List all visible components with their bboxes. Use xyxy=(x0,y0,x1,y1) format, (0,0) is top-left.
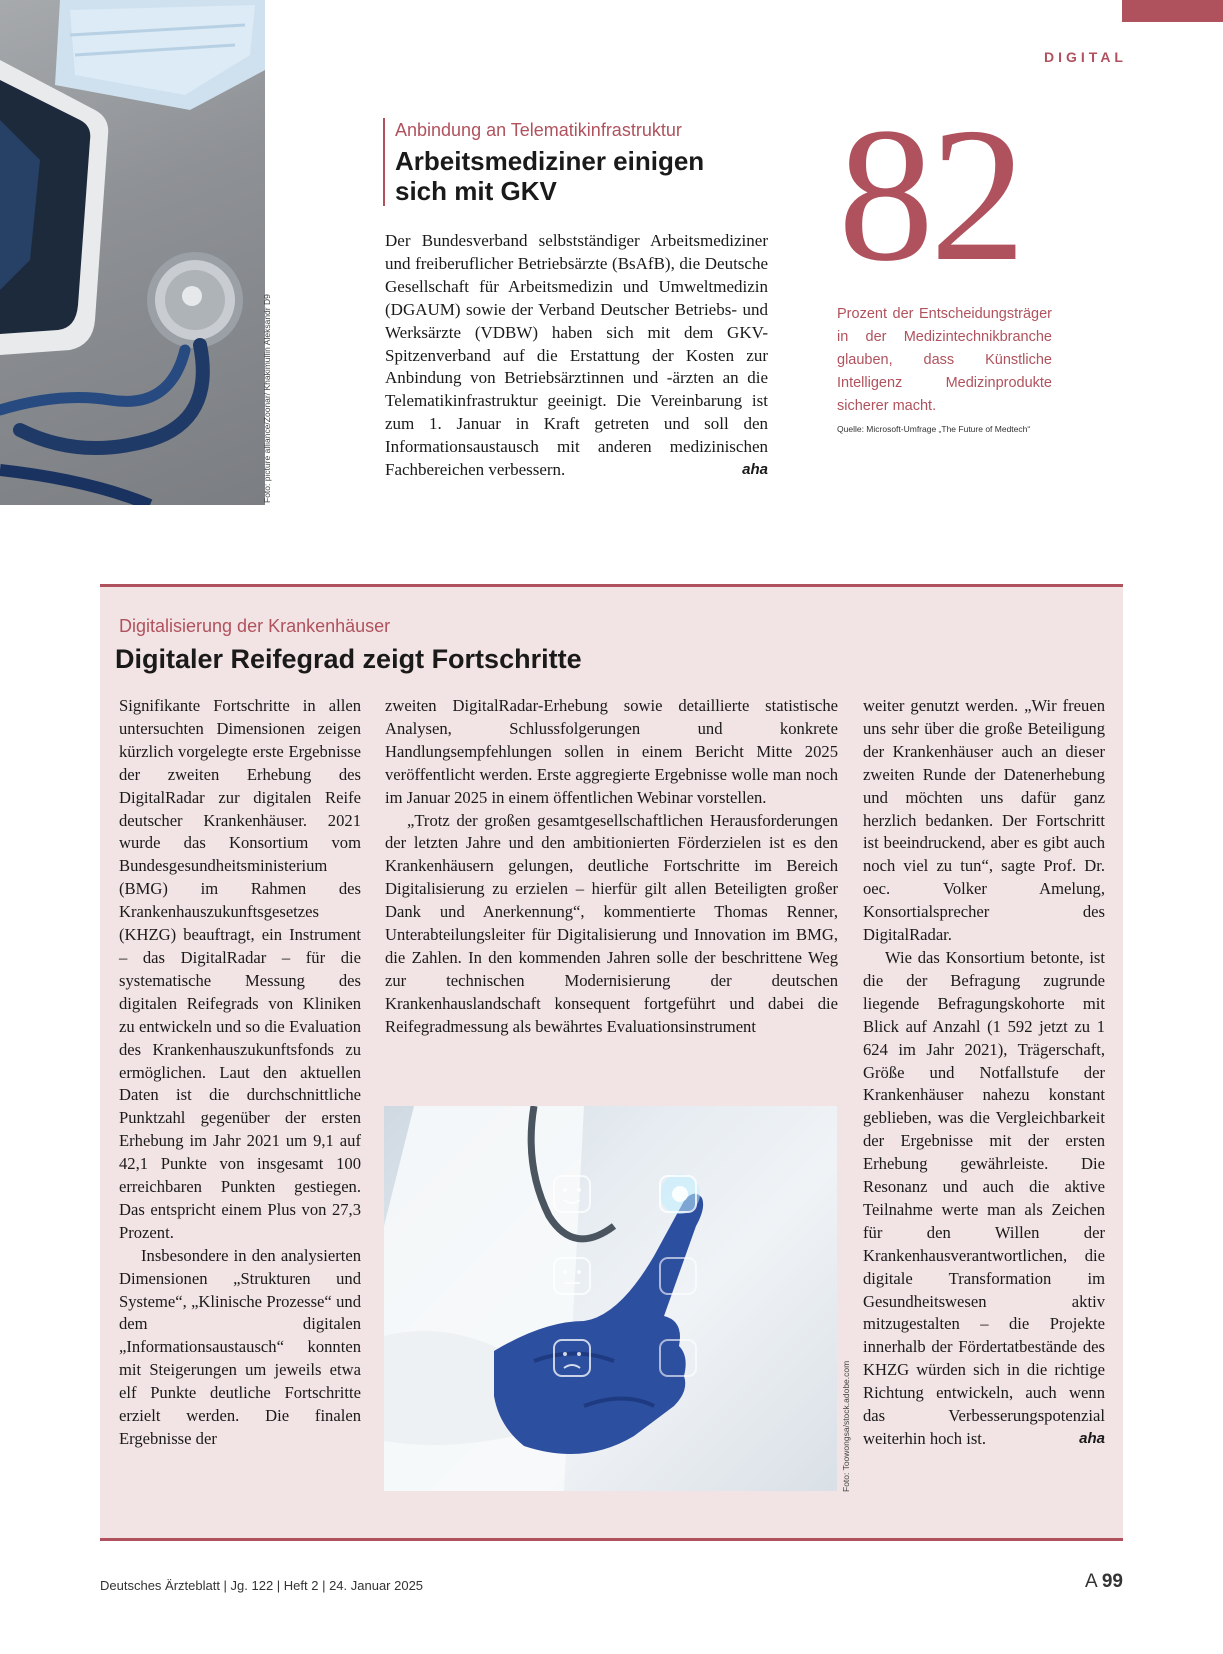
stat-source: Quelle: Microsoft-Umfrage „The Future of Medtech“ xyxy=(837,424,1031,434)
paragraph: weiter genutzt werden. „Wir freuen uns sehr über die große Beteiligung der Krankenhäuser auch an dieser zweiten Runde der Datenerhebung und möchten uns dafür ganz herzlich bedanken. Der Fortschritt ist beeindruckend, aber es gibt auch noch viel zu tun“, sagte Prof. Dr. oec. Volker Amelung, Konsortialsprecher des DigitalRadar. xyxy=(863,696,1105,945)
title-line-2: sich mit GKV xyxy=(395,176,557,206)
page-prefix: A xyxy=(1084,1571,1097,1592)
page-number-value: 99 xyxy=(1101,1571,1123,1592)
article-telematik xyxy=(385,118,768,482)
paragraph: Insbesondere in den analysierten Dimensionen „Strukturen und Systeme“, „Klinische Prozesse“ und dem digitalen „Informationsaustausch“ konnten mit Steigerungen um jeweils etwa elf Punkte deutliche Fortschritte erzielt werden. Die finalen Ergebnisse der xyxy=(119,1245,361,1448)
accent-bar xyxy=(1122,0,1223,22)
photo-credit: Foto: Toowongsa/stock.adobe.com xyxy=(841,1360,851,1492)
section-label: DIGITAL xyxy=(1044,49,1127,65)
paragraph: Signifikante Fortschritte in allen untersuchten Dimensionen zeigen kürzlich vorgelegte erste Ergebnisse der zweiten Erhebung des DigitalRadar zur digitalen Reife deutscher Krankenhäuser. 2021 wurde das Konsortium vom Bundesgesundheitsministerium (BMG) im Rahmen des Krankenhauszukunftsgesetzes (KHZG) beauftragt, ein Instrument – das DigitalRadar – für die systematische Messung des digitalen Reifegrads von Kliniken zu entwickeln und so die Evaluation des Krankenhauszukunftsfonds zu ermöglichen. Laut den aktuellen Daten ist die durchschnittliche Punktzahl gegenüber der ersten Erhebung im Jahr 2021 um 9,1 auf 42,1 Punkte von insgesamt 100 erreichbaren Punkten gestiegen. Das entspricht einem Plus von 27,3 Prozent. xyxy=(119,696,361,1242)
article-body xyxy=(385,230,768,482)
paragraph-text: Wie das Konsortium betonte, ist die der Befragung zugrunde liegende Befragungskohorte mit Blick auf Anzahl (1 592 jetzt zu 1 624 im Jahr 2021), Trägerschaft, Größe und Notfallstufe der Krankenhäuser nahezu konstant geblieben, was die Vergleichbarkeit der Ergebnisse mit der ersten Erhebung gewährleiste. Die Resonanz und auch die aktive Teilnahme werte man als Zeichen für den Willen der Krankenhausverantwortlichen, die digitale Transformation im Gesundheitswesen aktiv mitzugestalten – die Projekte innerhalb der Fördertatbestände des KHZG würden sich in die richtige Richtung entwickeln, auch wenn das Verbesserungspotenzial weiterhin hoch ist. xyxy=(863,947,1105,1448)
text-column-2 xyxy=(385,695,838,1039)
stethoscope-illustration xyxy=(0,0,265,505)
article-text: Der Bundesverband selbstständiger Arbeitsmediziner und freiberuflicher Betriebsärzte (BsAfB), die Deutsche Gesellschaft für Arbeitsmedizin und Umweltmedizin (DGAUM) sowie der Verband Deutscher Betriebs- und Werksärzte (VDBW) haben sich mit dem GKV-Spitzenverband auf die Erstattung der Kosten zur Anbindung von Betriebsärztinnen und -ärzten an die Telematikinfrastruktur geeinigt. Die Vereinbarung ist zum 1. Januar in Kraft getreten und soll den Informationsaustausch mit anderen medizinischen Fachbereichen verbessern. xyxy=(385,231,768,480)
paragraph: zweiten DigitalRadar-Erhebung sowie detaillierte statistische Analysen, Schlussfolgerungen und konkrete Handlungsempfehlungen sollen in einem Bericht Mitte 2025 veröffentlicht werden. Erste aggregierte Ergebnisse wolle man noch im Januar 2025 in einem öffentlichen Webinar vorstellen. xyxy=(385,696,838,807)
article-title: Digitaler Reifegrad zeigt Fortschritte xyxy=(115,644,582,674)
text-column-3 xyxy=(863,695,1105,1451)
stat-number: 82 xyxy=(838,88,1022,301)
article-kicker: Digitalisierung der Krankenhäuser xyxy=(119,616,391,636)
text-column-1 xyxy=(119,695,361,1451)
glove-touch-photo xyxy=(384,1106,837,1491)
article-header xyxy=(383,118,768,206)
stethoscope-photo xyxy=(0,0,265,505)
author-signature: aha xyxy=(1079,1430,1105,1447)
photo-credit: Foto: picture alliance/Zoonar/ Khakimullin Aleksandr D9 xyxy=(262,294,272,503)
article-digitalradar xyxy=(100,584,1123,1541)
paragraph: „Trotz der großen gesamtgesellschaftlichen Herausforderungen der letzten Jahre und den ambitionierten Förderzielen ist es den Krankenhäusern gelungen, deutliche Fortschritte im Bereich Digitalisierung zu erzielen – hierfür gilt allen Beteiligten großer Dank und Anerkennung“, kommentierte Thomas Renner, Unterabteilungsleiter für Digitalisierung und Innovation im BMG, die Zahlen. In den kommenden Jahren solle der beschrittene Weg zur technischen Modernisierung der deutschen Krankenhauslandschaft konsequent fortgeführt und dabei die Reifegradmessung als bewährtes Evaluationsinstrument xyxy=(385,810,838,1036)
stat-description: Prozent der Entscheidungsträger in der Medizintechnikbranche glauben, dass Künstliche Intelligenz Medizinprodukte sicherer macht. xyxy=(837,306,1052,414)
author-signature: aha xyxy=(742,461,768,479)
page-number xyxy=(1085,1571,1123,1593)
footer-publication: Deutsches Ärzteblatt | Jg. 122 | Heft 2 | 24. Januar 2025 xyxy=(100,1578,424,1593)
title-line-1: Arbeitsmediziner einigen xyxy=(395,146,705,176)
article-title xyxy=(395,146,768,206)
glove-illustration xyxy=(384,1106,837,1491)
article-kicker: Anbindung an Telematikinfrastruktur xyxy=(395,120,682,140)
paragraph xyxy=(863,947,1105,1451)
